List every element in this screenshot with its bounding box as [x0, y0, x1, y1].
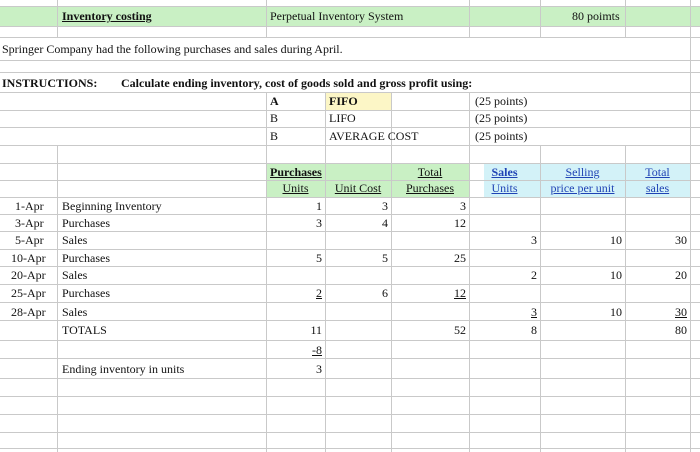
sales-units-cell: 3 [531, 233, 537, 247]
method-name: AVERAGE COST [329, 129, 419, 143]
row-description: Purchases [62, 216, 110, 230]
unit-cost-cell: 5 [382, 251, 388, 265]
total-sales-header: Total [645, 165, 670, 179]
points-label: 80 poimts [572, 9, 620, 23]
purchase-units-cell: 1 [316, 199, 322, 213]
totals-label: TOTALS [62, 323, 107, 337]
unit-cost-cell: 6 [382, 286, 388, 300]
total-sales-header: sales [645, 181, 670, 195]
total-sales-units: 8 [531, 323, 537, 337]
row-date: 5-Apr [15, 233, 44, 247]
total-purchases-cell: 12 [454, 286, 466, 300]
method-points: (25 points) [475, 94, 528, 108]
total-purchases-header: Purchases [406, 181, 454, 195]
row-date: 10-Apr [11, 251, 46, 265]
row-description: Sales [62, 233, 88, 247]
row-date: 1-Apr [15, 199, 44, 213]
total-sales-cell: 30 [675, 305, 687, 319]
selling-price-cell: 10 [610, 268, 622, 282]
system-label: Perpetual Inventory System [270, 9, 404, 23]
total-purchases-cell: 12 [454, 216, 466, 230]
total-purchases-header: Total [417, 165, 443, 179]
unit-cost-header: Unit Cost [334, 181, 382, 195]
sales-units-header: Units [491, 181, 518, 195]
row-description: Sales [62, 305, 88, 319]
purchase-units-cell: 2 [316, 286, 322, 300]
method-points: (25 points) [475, 111, 528, 125]
ending-inventory-label: Ending inventory in units [62, 362, 185, 376]
sheet-title: Inventory costing [62, 9, 152, 23]
purchases-header: Purchases [270, 165, 322, 179]
method-letter: A [270, 94, 279, 108]
method-name: FIFO [329, 94, 358, 108]
row-description: Beginning Inventory [62, 199, 162, 213]
selling-price-header: price per unit [550, 181, 615, 195]
row-date: 25-Apr [11, 286, 46, 300]
sales-units-cell: 2 [531, 268, 537, 282]
method-letter: B [270, 129, 279, 143]
total-purchase-units: 11 [310, 323, 322, 337]
method-name: LIFO [329, 111, 356, 125]
sales-units-cell: 3 [531, 305, 537, 319]
total-sales-cell: 20 [675, 268, 687, 282]
less-units-sold: -8 [312, 343, 322, 357]
row-description: Purchases [62, 286, 110, 300]
row-date: 28-Apr [11, 305, 46, 319]
total-sales-amount: 80 [675, 323, 687, 337]
intro-text: Springer Company had the following purchases and sales during April. [2, 42, 343, 56]
total-sales-cell: 30 [675, 233, 687, 247]
total-purchases-cell: 3 [460, 199, 466, 213]
row-description: Purchases [62, 251, 110, 265]
total-purchases-amount: 52 [454, 323, 466, 337]
purchase-units-cell: 3 [316, 216, 322, 230]
row-date: 3-Apr [15, 216, 44, 230]
unit-cost-cell: 3 [382, 199, 388, 213]
row-description: Sales [62, 268, 88, 282]
instructions-label: INSTRUCTIONS: [2, 76, 98, 90]
units-header: Units [282, 181, 309, 195]
selling-price-cell: 10 [610, 233, 622, 247]
purchase-units-cell: 5 [316, 251, 322, 265]
total-purchases-cell: 25 [454, 251, 466, 265]
selling-price-cell: 10 [610, 305, 622, 319]
method-letter: B [270, 111, 279, 125]
selling-price-header: Selling [565, 165, 600, 179]
method-points: (25 points) [475, 129, 528, 143]
instructions-text: Calculate ending inventory, cost of goods sold and gross profit using: [121, 76, 473, 90]
sales-header: Sales [491, 165, 518, 179]
unit-cost-cell: 4 [382, 216, 388, 230]
row-date: 20-Apr [11, 268, 46, 282]
ending-inventory-units: 3 [316, 362, 322, 376]
